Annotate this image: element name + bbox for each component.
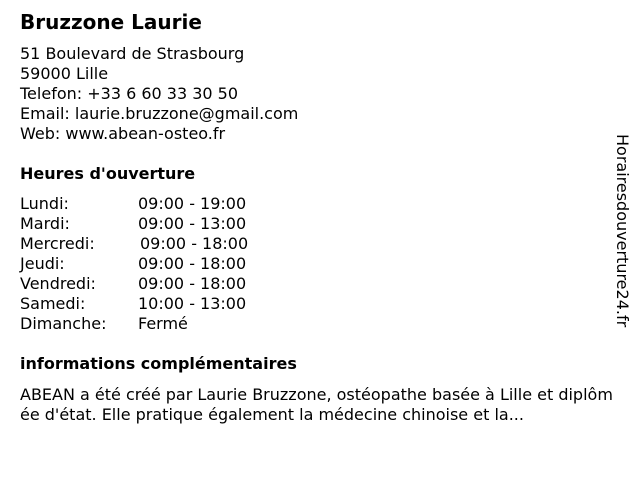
address-street: 51 Boulevard de Strasbourg [20,44,245,63]
description-text: ABEAN a été créé par Laurie Bruzzone, ostéopathe basée à Lille et diplômée d'état. Elle pratique également la médecine chinoise et la... [20,385,613,424]
phone-line: Telefon: +33 6 60 33 30 50 [20,84,239,103]
website-line: Web: www.abean-osteo.fr [20,124,226,143]
contact-block [20,44,298,144]
hours-row-saturday [20,294,248,314]
time-closed: Fermé [138,314,188,333]
hours-row-thursday [20,254,248,274]
watermark-text: Horairesdouverture24.fr [613,134,632,328]
address-city: 59000 Lille [20,64,109,83]
hours-row-tuesday [20,214,248,234]
hours-row-monday [20,194,248,214]
time-range: 09:00 - 19:00 [138,194,247,213]
time-range: 09:00 - 13:00 [138,214,247,233]
time-range: 09:00 - 18:00 [138,254,247,273]
time-range: 09:00 - 18:00 [138,274,247,293]
day-label: Dimanche: [20,314,107,333]
opening-hours-table [20,194,248,334]
day-label: Vendredi: [20,274,96,293]
day-label: Mardi: [20,214,70,233]
info-heading: informations complémentaires [20,354,297,373]
hours-row-friday [20,274,248,294]
day-label: Samedi: [20,294,86,313]
day-label: Mercredi: [20,234,95,253]
time-range: 09:00 - 18:00 [140,234,249,253]
time-range: 10:00 - 13:00 [138,294,247,313]
hours-row-wednesday [20,234,248,254]
business-name: Bruzzone Laurie [20,10,202,34]
day-label: Lundi: [20,194,69,213]
hours-row-sunday [20,314,248,334]
day-label: Jeudi: [20,254,65,273]
hours-heading: Heures d'ouverture [20,164,196,183]
email-line: Email: laurie.bruzzone@gmail.com [20,104,299,123]
